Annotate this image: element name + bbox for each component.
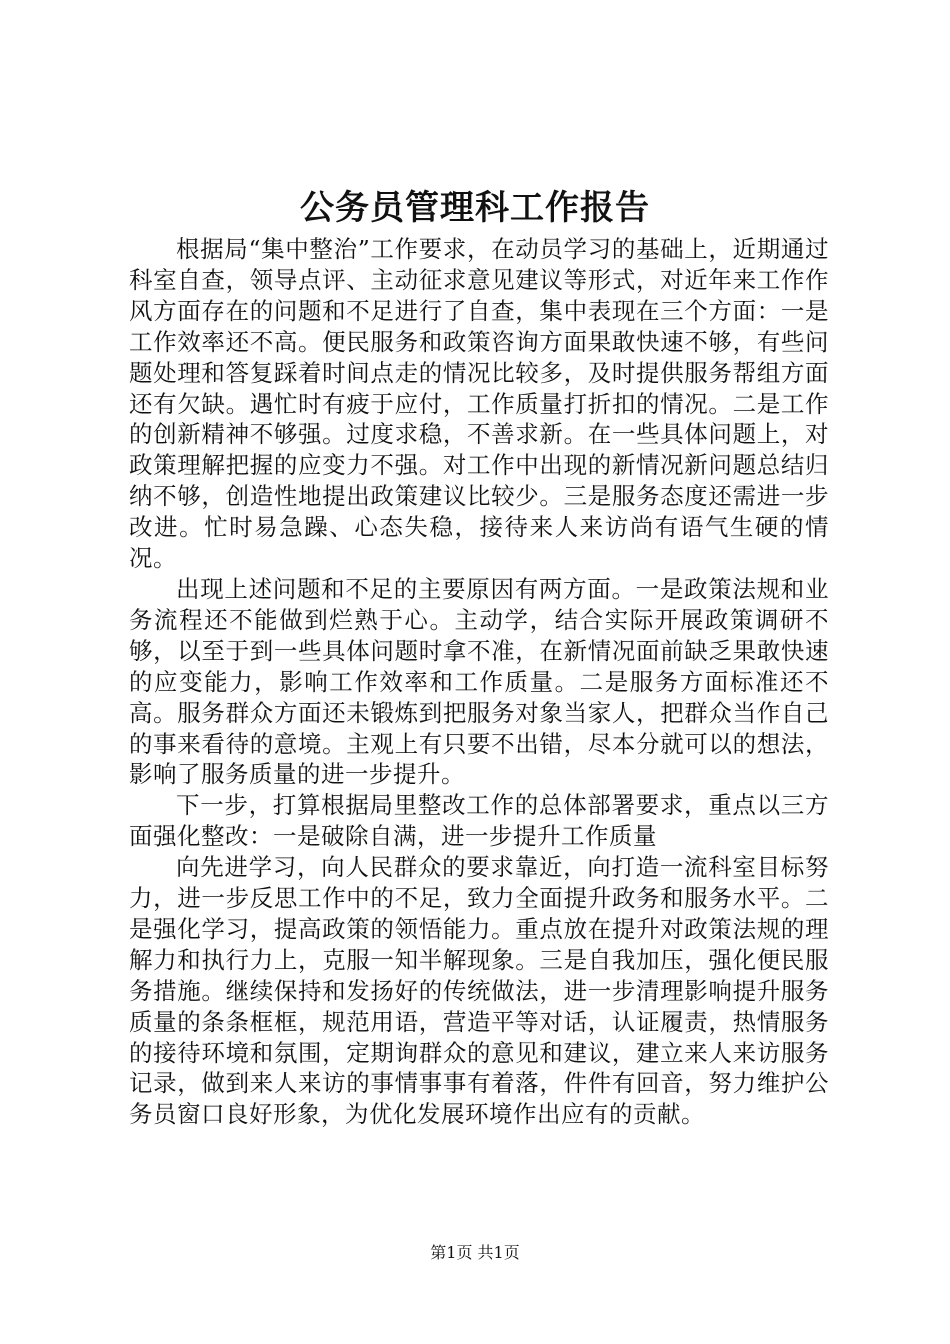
paragraph-2: 出现上述问题和不足的主要原因有两方面。一是政策法规和业务流程还不能做到烂熟于心。主动学，结合实际开展政策调研不够，以至于到一些具体问题时拿不准，在新情况面前缺乏果敢快速的应变能力，影响工作效率和工作质量。二是服务方面标准还不高。服务群众方面还未锻炼到把服务对象当家人，把群众当作自己的事来看待的意境。主观上有只要不出错，尽本分就可以的想法，影响了服务质量的进一步提升。 [129,574,829,789]
document-title: 公务员管理科工作报告 [300,188,650,228]
page-footer: 第1页 共1页 [430,1243,520,1262]
paragraph-1: 根据局“集中整治”工作要求，在动员学习的基础上，近期通过科室自查，领导点评、主动征求意见建议等形式，对近年来工作作风方面存在的问题和不足进行了自查，集中表现在三个方面：一是工作效率还不高。便民服务和政策咨询方面果敢快速不够，有些问题处理和答复踩着时间点走的情况比较多，及时提供服务帮组方面还有欠缺。遇忙时有疲于应付，工作质量打折扣的情况。二是工作的创新精神不够强。过度求稳，不善求新。在一些具体问题上，对政策理解把握的应变力不强。对工作中出现的新情况新问题总结归纳不够，创造性地提出政策建议比较少。三是服务态度还需进一步改进。忙时易急躁、心态失稳，接待来人来访尚有语气生硬的情况。 [129,235,829,573]
paragraph-4: 向先进学习，向人民群众的要求靠近，向打造一流科室目标努力，进一步反思工作中的不足，致力全面提升政务和服务水平。二是强化学习，提高政策的领悟能力。重点放在提升对政策法规的理解力和执行力上，克服一知半解现象。三是自我加压，强化便民服务措施。继续保持和发扬好的传统做法，进一步清理影响提升服务质量的条条框框，规范用语，营造平等对话，认证履责，热情服务的接待环境和氛围，定期询群众的意见和建议，建立来人来访服务记录，做到来人来访的事情事事有着落，件件有回音，努力维护公务员窗口良好形象，为优化发展环境作出应有的贡献。 [129,853,829,1129]
document-body [129,234,829,1130]
paragraph-3: 下一步，打算根据局里整改工作的总体部署要求，重点以三方面强化整改：一是破除自满，进一步提升工作质量 [129,791,829,851]
